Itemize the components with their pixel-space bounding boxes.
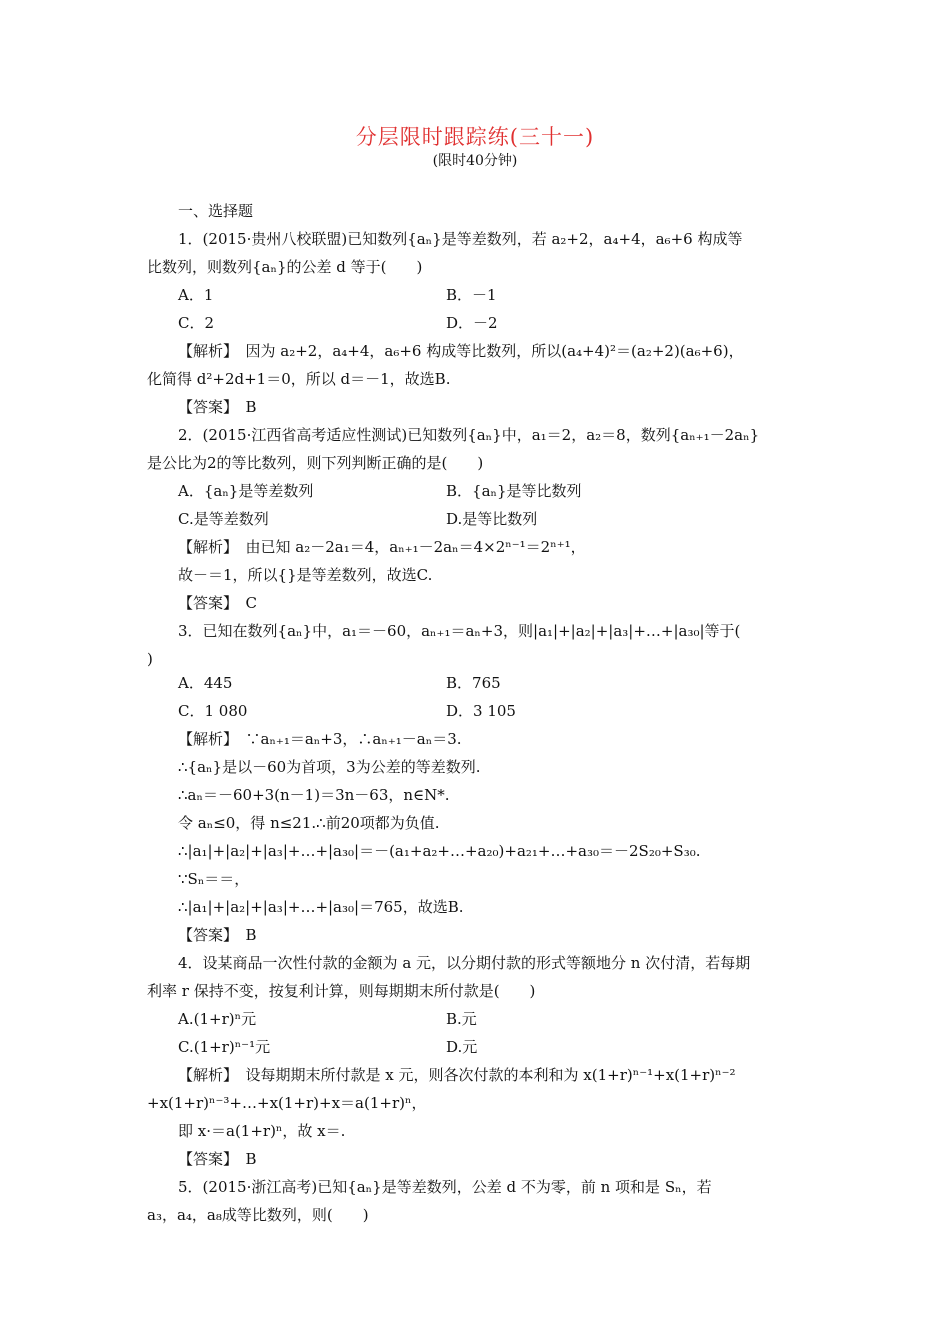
text-line: 2．(2015·江西省高考适应性测试)已知数列{aₙ}中，a₁＝2，a₂＝8，数列{aₙ₊₁－2aₙ} [178, 426, 760, 444]
text-line: 化简得 d²+2d+1＝0，所以 d＝－1，故选B. [147, 370, 451, 388]
text-line: B.元 [446, 1010, 477, 1028]
text-line: C.(1+r)ⁿ⁻¹元 [178, 1038, 271, 1056]
text-line: D．－2 [446, 314, 498, 332]
text-line: 令 aₙ≤0，得 n≤21.∴前20项都为负值. [178, 814, 440, 832]
text-line: B．{aₙ}是等比数列 [446, 482, 582, 500]
text-line: A.(1+r)ⁿ元 [178, 1010, 257, 1028]
text-line: 【解析】 设每期期末所付款是 x 元，则各次付款的本利和为 x(1+r)ⁿ⁻¹+x(1+r)ⁿ⁻² [178, 1066, 736, 1084]
text-line: 故－＝1，所以{}是等差数列，故选C. [178, 566, 433, 584]
text-line: B．765 [446, 674, 501, 692]
text-line: 1．(2015·贵州八校联盟)已知数列{aₙ}是等差数列，若 a₂+2，a₄+4，a₆+6 构成等 [178, 230, 743, 248]
text-line: ) [147, 650, 153, 668]
text-line: 利率 r 保持不变，按复利计算，则每期期末所付款是( ) [147, 982, 536, 1000]
text-line: 比数列，则数列{aₙ}的公差 d 等于( ) [147, 258, 423, 276]
text-line: A．{aₙ}是等差数列 [178, 482, 314, 500]
text-line: C．1 080 [178, 702, 248, 720]
text-line: D.是等比数列 [446, 510, 538, 528]
text-line: 【答案】 B [178, 926, 257, 944]
text-line: B．－1 [446, 286, 497, 304]
text-line: A．1 [178, 286, 214, 304]
text-line: A．445 [178, 674, 233, 692]
text-line: ∴|a₁|+|a₂|+|a₃|+…+|a₃₀|＝765，故选B. [178, 898, 464, 916]
text-line: C．2 [178, 314, 215, 332]
text-line: ∵Sₙ＝＝， [178, 870, 250, 888]
text-line: ∴{aₙ}是以－60为首项，3为公差的等差数列. [178, 758, 481, 776]
time-limit-subtitle: (限时40分钟) [432, 153, 518, 169]
text-line: 【答案】 B [178, 1150, 257, 1168]
text-line: C.是等差数列 [178, 510, 269, 528]
text-line: 3．已知在数列{aₙ}中，a₁＝－60，aₙ₊₁＝aₙ+3，则|a₁|+|a₂|+|a₃|+…+|a₃₀|等于( [178, 622, 741, 640]
text-line: D.元 [446, 1038, 478, 1056]
text-line: 【解析】 由已知 a₂－2a₁＝4，aₙ₊₁－2aₙ＝4×2ⁿ⁻¹＝2ⁿ⁺¹， [178, 538, 586, 556]
text-line: 【解析】 因为 a₂+2，a₄+4，a₆+6 构成等比数列，所以(a₄+4)²＝(a₂+2)(a₆+6)， [178, 342, 744, 360]
text-line: +x(1+r)ⁿ⁻³+…+x(1+r)+x＝a(1+r)ⁿ， [147, 1094, 427, 1112]
text-line: ∴|a₁|+|a₂|+|a₃|+…+|a₃₀|＝－(a₁+a₂+…+a₂₀)+a₂₁+…+a₃₀＝－2S₂₀+S₃₀. [178, 842, 701, 860]
text-line: 即 x·＝a(1+r)ⁿ，故 x＝. [178, 1122, 346, 1140]
page-title: 分层限时跟踪练(三十一) [355, 125, 595, 149]
text-line: D．3 105 [446, 702, 516, 720]
text-line: ∴aₙ＝－60+3(n－1)＝3n－63，n∈N*. [178, 786, 450, 804]
text-line: 5．(2015·浙江高考)已知{aₙ}是等差数列，公差 d 不为零，前 n 项和是 Sₙ，若 [178, 1178, 712, 1196]
text-line: 一、选择题 [178, 202, 254, 220]
text-line: 4．设某商品一次性付款的金额为 a 元，以分期付款的形式等额地分 n 次付清，若每期 [178, 954, 751, 972]
text-line: 【解析】 ∵aₙ₊₁＝aₙ+3，∴aₙ₊₁－aₙ＝3. [178, 730, 462, 748]
text-line: a₃，a₄，a₈成等比数列，则( ) [147, 1206, 369, 1224]
text-line: 【答案】 B [178, 398, 257, 416]
text-line: 【答案】 C [178, 594, 257, 612]
text-line: 是公比为2的等比数列，则下列判断正确的是( ) [147, 454, 484, 472]
